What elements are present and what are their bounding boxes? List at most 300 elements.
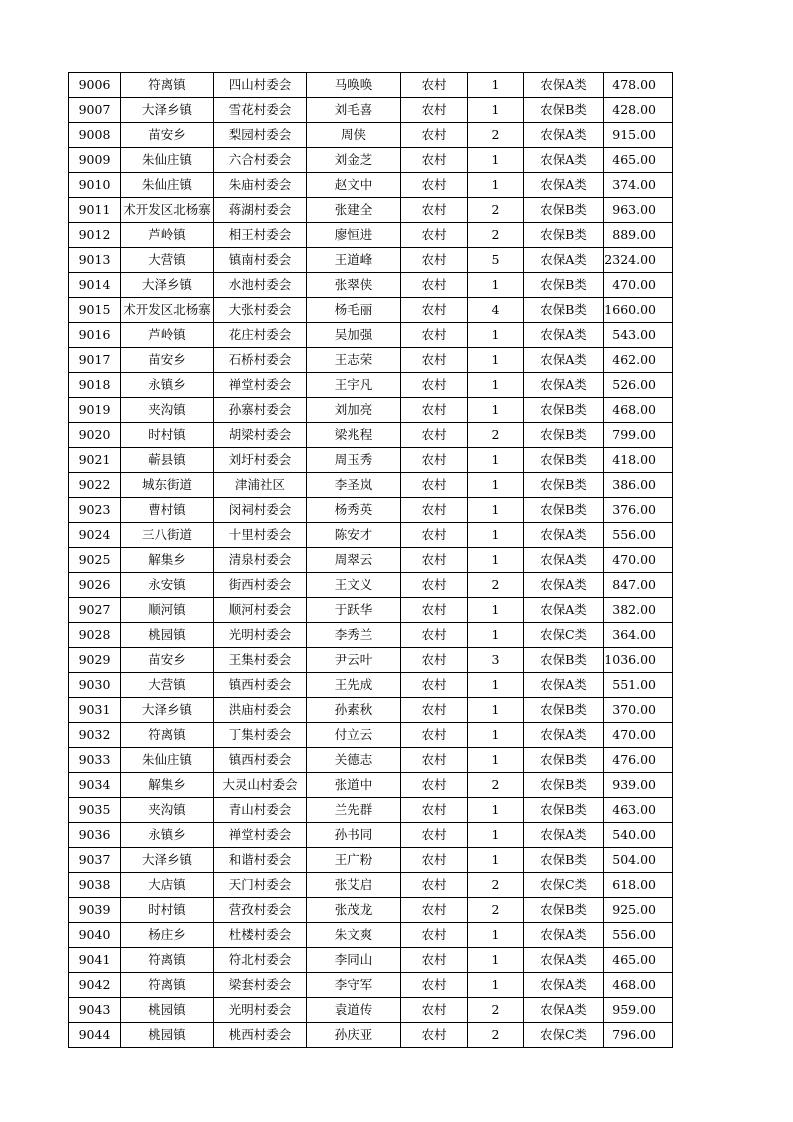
person-name-cell: 王文义 [307,573,401,598]
town-cell: 符离镇 [121,948,214,973]
area-type-cell: 农村 [401,1023,468,1048]
amount-cell: 465.00 [604,148,673,173]
amount-cell: 374.00 [604,173,673,198]
record-id-cell: 9020 [69,423,121,448]
person-name-cell: 李守军 [307,973,401,998]
amount-cell: 370.00 [604,698,673,723]
person-name-cell: 廖恒进 [307,223,401,248]
amount-cell: 551.00 [604,673,673,698]
record-id-cell: 9033 [69,748,121,773]
record-id-cell: 9034 [69,773,121,798]
town-cell: 永镇乡 [121,373,214,398]
person-name-cell: 陈安才 [307,523,401,548]
amount-cell: 386.00 [604,473,673,498]
record-id-cell: 9009 [69,148,121,173]
table-row [69,573,673,598]
insurance-class-cell: 农保A类 [524,73,604,98]
person-name-cell: 于跃华 [307,598,401,623]
area-type-cell: 农村 [401,248,468,273]
area-type-cell: 农村 [401,523,468,548]
area-type-cell: 农村 [401,548,468,573]
village-committee-cell: 蒋湖村委会 [214,198,307,223]
area-type-cell: 农村 [401,623,468,648]
town-cell: 三八街道 [121,523,214,548]
town-cell: 解集乡 [121,548,214,573]
insurance-class-cell: 农保A类 [524,973,604,998]
insurance-class-cell: 农保A类 [524,323,604,348]
record-id-cell: 9014 [69,273,121,298]
household-count-cell: 1 [468,348,524,373]
town-cell: 芦岭镇 [121,223,214,248]
village-committee-cell: 清泉村委会 [214,548,307,573]
amount-cell: 476.00 [604,748,673,773]
table-body [69,73,673,1048]
amount-cell: 376.00 [604,498,673,523]
person-name-cell: 周玉秀 [307,448,401,473]
area-type-cell: 农村 [401,823,468,848]
person-name-cell: 袁道传 [307,998,401,1023]
insurance-class-cell: 农保B类 [524,198,604,223]
record-id-cell: 9036 [69,823,121,848]
insurance-class-cell: 农保A类 [524,348,604,373]
household-count-cell: 1 [468,698,524,723]
insurance-class-cell: 农保A类 [524,373,604,398]
person-name-cell: 王道峰 [307,248,401,273]
insurance-class-cell: 农保B类 [524,648,604,673]
area-type-cell: 农村 [401,173,468,198]
area-type-cell: 农村 [401,323,468,348]
household-count-cell: 2 [468,998,524,1023]
amount-cell: 799.00 [604,423,673,448]
insurance-class-cell: 农保A类 [524,148,604,173]
town-cell [121,198,214,223]
amount-cell: 526.00 [604,373,673,398]
insurance-class-cell: 农保A类 [524,248,604,273]
record-id-cell: 9021 [69,448,121,473]
household-count-cell: 1 [468,73,524,98]
area-type-cell: 农村 [401,598,468,623]
village-committee-cell: 和谐村委会 [214,848,307,873]
insurance-class-cell: 农保A类 [524,598,604,623]
insurance-class-cell: 农保A类 [524,948,604,973]
amount-cell: 478.00 [604,73,673,98]
table-row [69,898,673,923]
record-id-cell: 9018 [69,373,121,398]
person-name-cell: 李秀兰 [307,623,401,648]
area-type-cell: 农村 [401,273,468,298]
amount-cell: 470.00 [604,548,673,573]
household-count-cell: 2 [468,223,524,248]
insurance-class-cell: 农保B类 [524,473,604,498]
insurance-class-cell: 农保B类 [524,298,604,323]
table-row [69,373,673,398]
amount-cell: 889.00 [604,223,673,248]
household-count-cell: 1 [468,948,524,973]
town-cell: 桃园镇 [121,623,214,648]
area-type-cell: 农村 [401,373,468,398]
town-cell: 大泽乡镇 [121,273,214,298]
record-id-cell: 9037 [69,848,121,873]
amount-cell: 543.00 [604,323,673,348]
area-type-cell: 农村 [401,648,468,673]
area-type-cell: 农村 [401,723,468,748]
town-cell: 顺河镇 [121,598,214,623]
insurance-class-cell: 农保B类 [524,848,604,873]
amount-cell: 963.00 [604,198,673,223]
record-id-cell: 9042 [69,973,121,998]
town-cell: 城东街道 [121,473,214,498]
amount-cell: 959.00 [604,998,673,1023]
table-row [69,448,673,473]
village-committee-cell: 大张村委会 [214,298,307,323]
insurance-class-cell: 农保C类 [524,623,604,648]
record-id-cell: 9029 [69,648,121,673]
table-row [69,123,673,148]
amount-cell: 468.00 [604,973,673,998]
person-name-cell: 尹云叶 [307,648,401,673]
person-name-cell: 兰先群 [307,798,401,823]
town-cell: 永安镇 [121,573,214,598]
record-id-cell: 9022 [69,473,121,498]
table-row [69,698,673,723]
table-row [69,923,673,948]
record-id-cell: 9006 [69,73,121,98]
record-id-cell: 9035 [69,798,121,823]
table-row [69,348,673,373]
household-count-cell: 1 [468,448,524,473]
person-name-cell: 付立云 [307,723,401,748]
household-count-cell: 2 [468,123,524,148]
area-type-cell: 农村 [401,73,468,98]
person-name-cell: 刘金芝 [307,148,401,173]
village-committee-cell: 符北村委会 [214,948,307,973]
household-count-cell: 3 [468,648,524,673]
person-name-cell: 马唤唤 [307,73,401,98]
person-name-cell: 孙素秋 [307,698,401,723]
household-count-cell: 1 [468,848,524,873]
area-type-cell: 农村 [401,473,468,498]
record-id-cell: 9040 [69,923,121,948]
area-type-cell: 农村 [401,898,468,923]
household-count-cell: 4 [468,298,524,323]
town-cell: 符离镇 [121,73,214,98]
village-committee-cell: 刘圩村委会 [214,448,307,473]
amount-cell: 915.00 [604,123,673,148]
record-id-cell: 9019 [69,398,121,423]
household-count-cell: 1 [468,173,524,198]
area-type-cell: 农村 [401,148,468,173]
insurance-class-cell: 农保A类 [524,548,604,573]
insurance-class-cell: 农保B类 [524,398,604,423]
table-row [69,98,673,123]
person-name-cell: 杨毛丽 [307,298,401,323]
household-count-cell: 2 [468,423,524,448]
household-count-cell: 1 [468,748,524,773]
town-cell: 杨庄乡 [121,923,214,948]
area-type-cell: 农村 [401,223,468,248]
record-id-cell: 9032 [69,723,121,748]
table-row [69,523,673,548]
area-type-cell: 农村 [401,98,468,123]
record-id-cell: 9012 [69,223,121,248]
area-type-cell: 农村 [401,998,468,1023]
village-committee-cell: 石桥村委会 [214,348,307,373]
household-count-cell: 1 [468,798,524,823]
table-row [69,748,673,773]
area-type-cell: 农村 [401,798,468,823]
amount-cell: 2324.00 [604,248,673,273]
village-committee-cell: 光明村委会 [214,998,307,1023]
insurance-class-cell: 农保B类 [524,448,604,473]
village-committee-cell: 禅堂村委会 [214,823,307,848]
household-count-cell: 1 [468,473,524,498]
household-count-cell: 1 [468,373,524,398]
insurance-class-cell: 农保B类 [524,773,604,798]
town-cell: 苗安乡 [121,123,214,148]
table-row [69,648,673,673]
amount-cell: 1660.00 [604,298,673,323]
town-cell: 夹沟镇 [121,798,214,823]
town-cell: 大泽乡镇 [121,698,214,723]
household-count-cell: 1 [468,973,524,998]
record-id-cell: 9024 [69,523,121,548]
village-committee-cell: 雪花村委会 [214,98,307,123]
insurance-class-cell: 农保A类 [524,723,604,748]
village-committee-cell: 胡梁村委会 [214,423,307,448]
village-committee-cell: 朱庙村委会 [214,173,307,198]
area-type-cell: 农村 [401,348,468,373]
area-type-cell: 农村 [401,123,468,148]
table-row [69,973,673,998]
household-count-cell: 2 [468,898,524,923]
table-row [69,298,673,323]
village-committee-cell: 梁套村委会 [214,973,307,998]
person-name-cell: 孙书同 [307,823,401,848]
village-committee-cell: 光明村委会 [214,623,307,648]
household-count-cell: 1 [468,623,524,648]
town-cell: 解集乡 [121,773,214,798]
household-count-cell: 1 [468,673,524,698]
record-id-cell: 9025 [69,548,121,573]
town-cell-text: 术开发区北杨寨 [123,202,211,217]
village-committee-cell: 王集村委会 [214,648,307,673]
town-cell: 芦岭镇 [121,323,214,348]
town-cell: 朱仙庄镇 [121,748,214,773]
record-id-cell: 9011 [69,198,121,223]
record-id-cell: 9041 [69,948,121,973]
record-id-cell: 9016 [69,323,121,348]
amount-cell: 418.00 [604,448,673,473]
town-cell: 符离镇 [121,973,214,998]
household-count-cell: 2 [468,873,524,898]
table-row [69,873,673,898]
record-id-cell: 9017 [69,348,121,373]
village-committee-cell: 四山村委会 [214,73,307,98]
record-id-cell: 9028 [69,623,121,648]
insurance-class-cell: 农保A类 [524,673,604,698]
insurance-class-cell: 农保A类 [524,573,604,598]
person-name-cell: 王广粉 [307,848,401,873]
table-row [69,673,673,698]
area-type-cell: 农村 [401,198,468,223]
area-type-cell: 农村 [401,873,468,898]
table-row [69,998,673,1023]
area-type-cell: 农村 [401,398,468,423]
table-row [69,223,673,248]
person-name-cell: 杨秀英 [307,498,401,523]
household-count-cell: 1 [468,723,524,748]
amount-cell: 504.00 [604,848,673,873]
village-committee-cell: 青山村委会 [214,798,307,823]
table-row [69,598,673,623]
amount-cell: 382.00 [604,598,673,623]
area-type-cell: 农村 [401,298,468,323]
insurance-class-cell: 农保B类 [524,423,604,448]
village-committee-cell: 镇西村委会 [214,673,307,698]
amount-cell: 925.00 [604,898,673,923]
town-cell: 大店镇 [121,873,214,898]
amount-cell: 540.00 [604,823,673,848]
record-id-cell: 9039 [69,898,121,923]
household-count-cell: 2 [468,573,524,598]
insurance-class-cell: 农保B类 [524,223,604,248]
table-row [69,73,673,98]
table-row [69,723,673,748]
area-type-cell: 农村 [401,948,468,973]
amount-cell: 618.00 [604,873,673,898]
table-row [69,173,673,198]
village-committee-cell: 街西村委会 [214,573,307,598]
insurance-class-cell: 农保A类 [524,123,604,148]
insurance-class-cell: 农保A类 [524,173,604,198]
village-committee-cell: 津浦社区 [214,473,307,498]
town-cell: 大营镇 [121,248,214,273]
amount-cell: 468.00 [604,398,673,423]
village-committee-cell: 禅堂村委会 [214,373,307,398]
amount-cell: 470.00 [604,273,673,298]
household-count-cell: 2 [468,198,524,223]
village-committee-cell: 水池村委会 [214,273,307,298]
person-name-cell: 朱文爽 [307,923,401,948]
village-committee-cell: 梨园村委会 [214,123,307,148]
village-committee-cell: 相王村委会 [214,223,307,248]
table-row [69,398,673,423]
household-count-cell: 2 [468,773,524,798]
amount-cell: 939.00 [604,773,673,798]
record-id-cell: 9023 [69,498,121,523]
amount-cell: 463.00 [604,798,673,823]
insurance-class-cell: 农保B类 [524,698,604,723]
person-name-cell: 孙庆亚 [307,1023,401,1048]
town-cell: 苗安乡 [121,648,214,673]
table-row [69,423,673,448]
table-row [69,798,673,823]
town-cell: 时村镇 [121,898,214,923]
village-committee-cell: 十里村委会 [214,523,307,548]
area-type-cell: 农村 [401,773,468,798]
insurance-class-cell: 农保B类 [524,748,604,773]
household-count-cell: 1 [468,923,524,948]
table-row [69,773,673,798]
insurance-class-cell: 农保B类 [524,98,604,123]
village-committee-cell: 顺河村委会 [214,598,307,623]
record-id-cell: 9026 [69,573,121,598]
area-type-cell: 农村 [401,448,468,473]
record-id-cell: 9038 [69,873,121,898]
town-cell-text: 术开发区北杨寨 [123,302,211,317]
insurance-class-cell: 农保B类 [524,273,604,298]
record-id-cell: 9027 [69,598,121,623]
person-name-cell: 周侠 [307,123,401,148]
person-name-cell: 刘毛喜 [307,98,401,123]
area-type-cell: 农村 [401,673,468,698]
person-name-cell: 王志荣 [307,348,401,373]
insurance-class-cell: 农保C类 [524,1023,604,1048]
person-name-cell: 吴加强 [307,323,401,348]
person-name-cell: 赵文中 [307,173,401,198]
amount-cell: 470.00 [604,723,673,748]
household-count-cell: 1 [468,498,524,523]
person-name-cell: 张艾启 [307,873,401,898]
person-name-cell: 王宇凡 [307,373,401,398]
person-name-cell: 刘加亮 [307,398,401,423]
town-cell: 苗安乡 [121,348,214,373]
town-cell: 永镇乡 [121,823,214,848]
amount-cell: 847.00 [604,573,673,598]
village-committee-cell: 洪庙村委会 [214,698,307,723]
amount-cell: 462.00 [604,348,673,373]
amount-cell: 556.00 [604,523,673,548]
village-committee-cell: 桃西村委会 [214,1023,307,1048]
household-count-cell: 1 [468,98,524,123]
area-type-cell: 农村 [401,423,468,448]
person-name-cell: 梁兆程 [307,423,401,448]
household-count-cell: 1 [468,148,524,173]
table-row [69,248,673,273]
village-committee-cell: 天门村委会 [214,873,307,898]
record-id-cell: 9013 [69,248,121,273]
village-committee-cell: 孙寨村委会 [214,398,307,423]
household-count-cell: 5 [468,248,524,273]
person-name-cell: 李同山 [307,948,401,973]
insurance-class-cell: 农保A类 [524,998,604,1023]
town-cell: 曹村镇 [121,498,214,523]
record-id-cell: 9031 [69,698,121,723]
village-committee-cell: 镇南村委会 [214,248,307,273]
person-name-cell: 王先成 [307,673,401,698]
household-count-cell: 1 [468,398,524,423]
village-committee-cell: 六合村委会 [214,148,307,173]
amount-cell: 556.00 [604,923,673,948]
table-row [69,848,673,873]
household-count-cell: 1 [468,523,524,548]
village-committee-cell: 花庄村委会 [214,323,307,348]
village-committee-cell: 丁集村委会 [214,723,307,748]
insurance-class-cell: 农保B类 [524,798,604,823]
table-row [69,198,673,223]
area-type-cell: 农村 [401,923,468,948]
person-name-cell: 张道中 [307,773,401,798]
area-type-cell: 农村 [401,698,468,723]
table-row [69,623,673,648]
area-type-cell: 农村 [401,748,468,773]
record-id-cell: 9008 [69,123,121,148]
area-type-cell: 农村 [401,848,468,873]
town-cell: 大泽乡镇 [121,98,214,123]
record-id-cell: 9044 [69,1023,121,1048]
household-count-cell: 1 [468,823,524,848]
table-row [69,473,673,498]
